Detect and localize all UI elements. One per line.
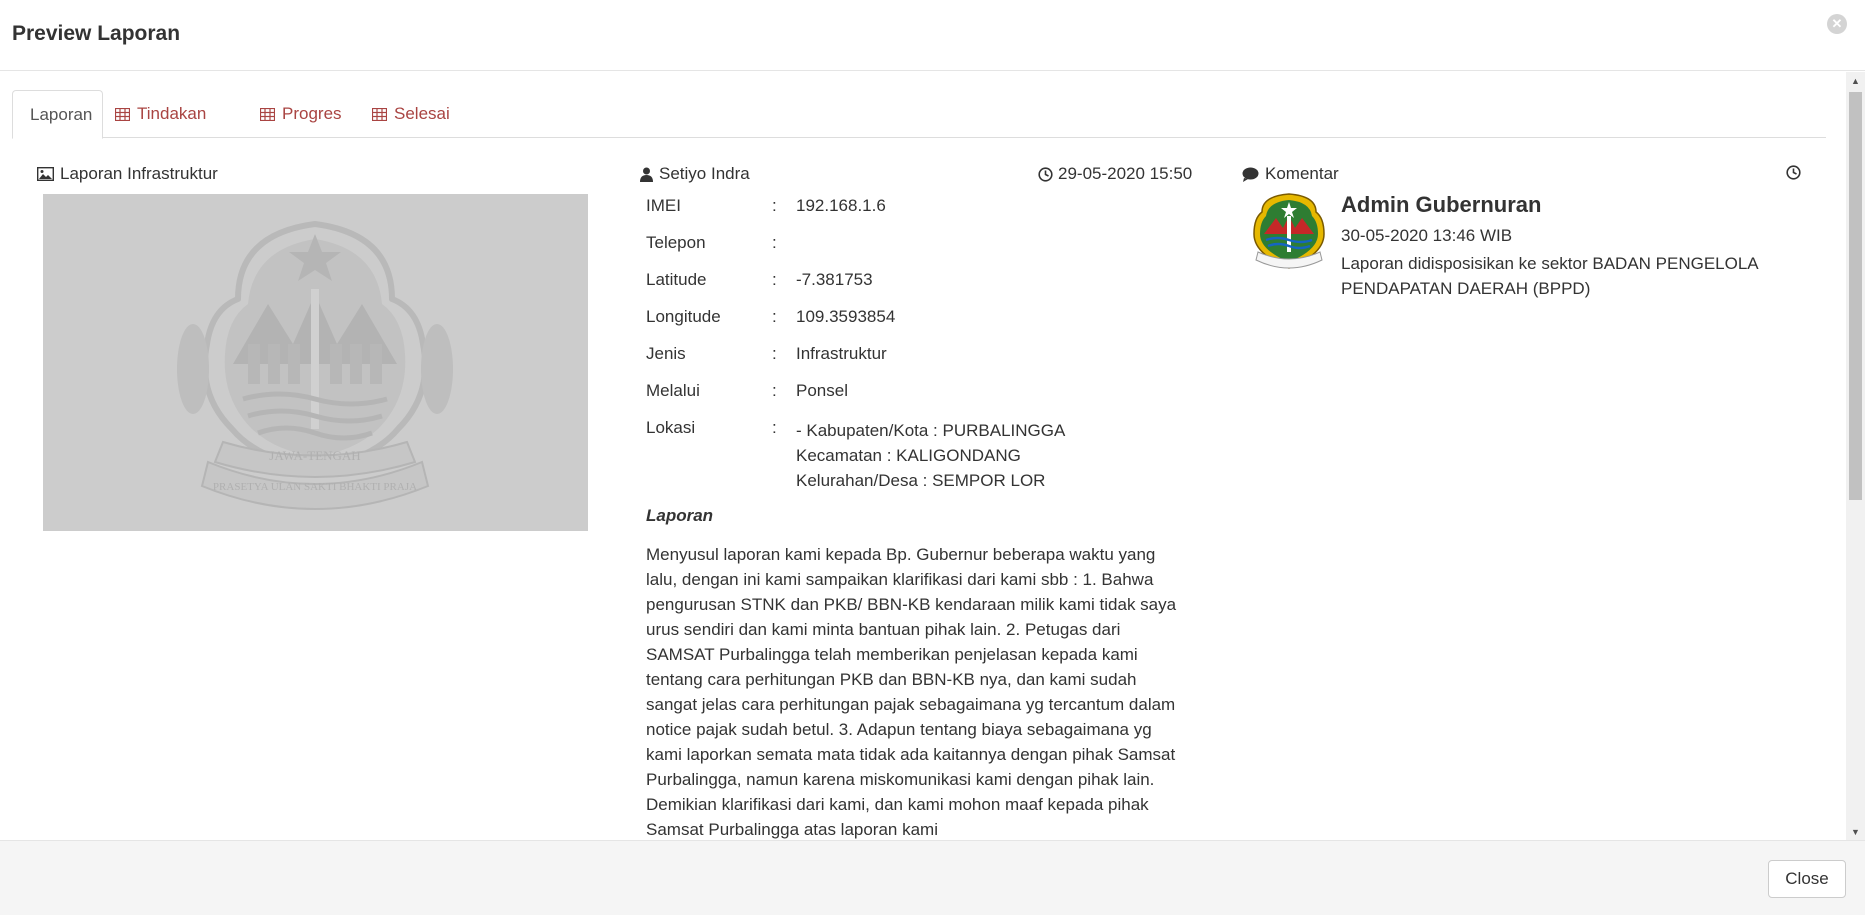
info-label: Telepon [646,233,706,252]
seal-banner-bottom: PRASETYA ULAN SAKTI BHAKTI PRAJA [212,481,418,493]
modal-title: Preview Laporan [12,22,181,45]
info-value: Ponsel [796,381,848,400]
tab-label: Laporan [30,104,93,124]
tab-label: Selesai [394,104,450,123]
report-datetime-value: 29-05-2020 15:50 [1058,164,1193,183]
table-icon [372,108,387,121]
clock-icon[interactable] [1786,165,1801,185]
info-row-longitude [646,307,1186,344]
clock-icon [1038,167,1053,182]
tab-bar [12,90,1826,138]
report-text: Menyusul laporan kami kepada Bp. Gubernur beberapa waktu yang lalu, dengan ini kami sampaikan klarifikasi dari kami sbb : 1. Bahwa pengurusan STNK dan PKB/ BBN-KB kendaraan milik kami tidak saya urus sendiri dan kami minta bantuan pihak lain. 2. Petugas dari SAMSAT Purbalingga telah memberikan penjelasan kepada kami tentang cara perhitungan PKB dan BBN-KB nya, dan kami sudah sangat jelas cara perhitungan pajak sebagaimana yg tercantum dalam notice pajak sudah betul. 3. Adapun tentang biaya sebagaimana yg kami laporkan semata mata tidak ada kaitannya dengan pihak Samsat Purbalingga, namun karena miskomunikasi kami dengan pihak lain. Demikian klarifikasi dari kami, dan kami mohon maaf kepada pihak Samsat Purbalingga atas laporan kami [646,545,1177,839]
info-row-lokasi [646,418,1186,505]
scroll-down-arrow-icon[interactable]: ▼ [1851,826,1860,837]
report-title: Laporan [646,506,714,525]
report-image[interactable] [43,194,588,531]
comments-heading [1242,164,1339,184]
lokasi-lines [796,418,1065,493]
report-datetime [1038,164,1192,184]
info-row-imei [646,196,1186,233]
comment-author: Admin Gubernuran [1341,192,1542,217]
comment-date: 30-05-2020 13:46 WIB [1341,226,1513,245]
table-icon [115,108,130,121]
info-colon: : [772,233,777,252]
info-label: Longitude [646,307,721,326]
image-icon [37,167,54,181]
info-colon: : [772,307,777,326]
modal-footer [0,840,1865,915]
jawa-tengah-seal-icon [43,194,588,531]
info-colon: : [772,344,777,363]
scrollbar[interactable] [1846,72,1865,840]
avatar [1252,192,1326,272]
info-label: Latitude [646,270,707,289]
scroll-up-arrow-icon[interactable]: ▲ [1851,75,1860,86]
report-info-table [646,196,1186,505]
modal-body [0,72,1865,840]
info-colon: : [772,418,777,437]
info-label: Jenis [646,344,686,363]
report-category-heading [37,164,218,184]
comment-text: Laporan didisposisikan ke sektor BADAN PENGELOLA PENDAPATAN DAERAH (BPPD) [1341,254,1758,298]
comments-heading-label: Komentar [1265,164,1339,183]
info-value: -7.381753 [796,270,873,289]
tab-label: Progres [282,104,342,123]
tab-progres[interactable] [250,90,352,138]
reporter-heading [640,164,750,184]
info-colon: : [772,196,777,215]
user-icon [640,167,653,182]
info-row-telepon [646,233,1186,270]
info-label: IMEI [646,196,681,215]
tab-selesai[interactable] [362,90,460,138]
comment-icon [1242,167,1259,182]
modal-header [0,0,1865,71]
tab-laporan[interactable] [12,90,103,139]
lokasi-kabupaten: - Kabupaten/Kota : PURBALINGGA [796,421,1066,440]
close-button[interactable]: Close [1768,860,1846,898]
seal-banner-top: JAWA-TENGAH [269,448,361,463]
report-category-label: Laporan Infrastruktur [60,164,218,183]
info-row-latitude [646,270,1186,307]
info-row-melalui [646,381,1186,418]
info-value: 192.168.1.6 [796,196,886,215]
info-value: 109.3593854 [796,307,896,326]
info-colon: : [772,381,777,400]
reporter-name: Setiyo Indra [659,164,750,183]
info-colon: : [772,270,777,289]
lokasi-kecamatan: Kecamatan : KALIGONDANG [796,446,1021,465]
jawa-tengah-logo-icon [1252,192,1326,272]
scrollbar-thumb[interactable] [1849,92,1862,500]
info-label: Melalui [646,381,700,400]
close-icon[interactable]: ✕ [1827,14,1847,34]
lokasi-kelurahan: Kelurahan/Desa : SEMPOR LOR [796,471,1046,490]
table-icon [260,108,275,121]
info-label: Lokasi [646,418,696,437]
info-row-jenis [646,344,1186,381]
tab-label: Tindakan [137,104,207,123]
tab-tindakan[interactable] [105,90,216,138]
info-value: Infrastruktur [796,344,887,363]
